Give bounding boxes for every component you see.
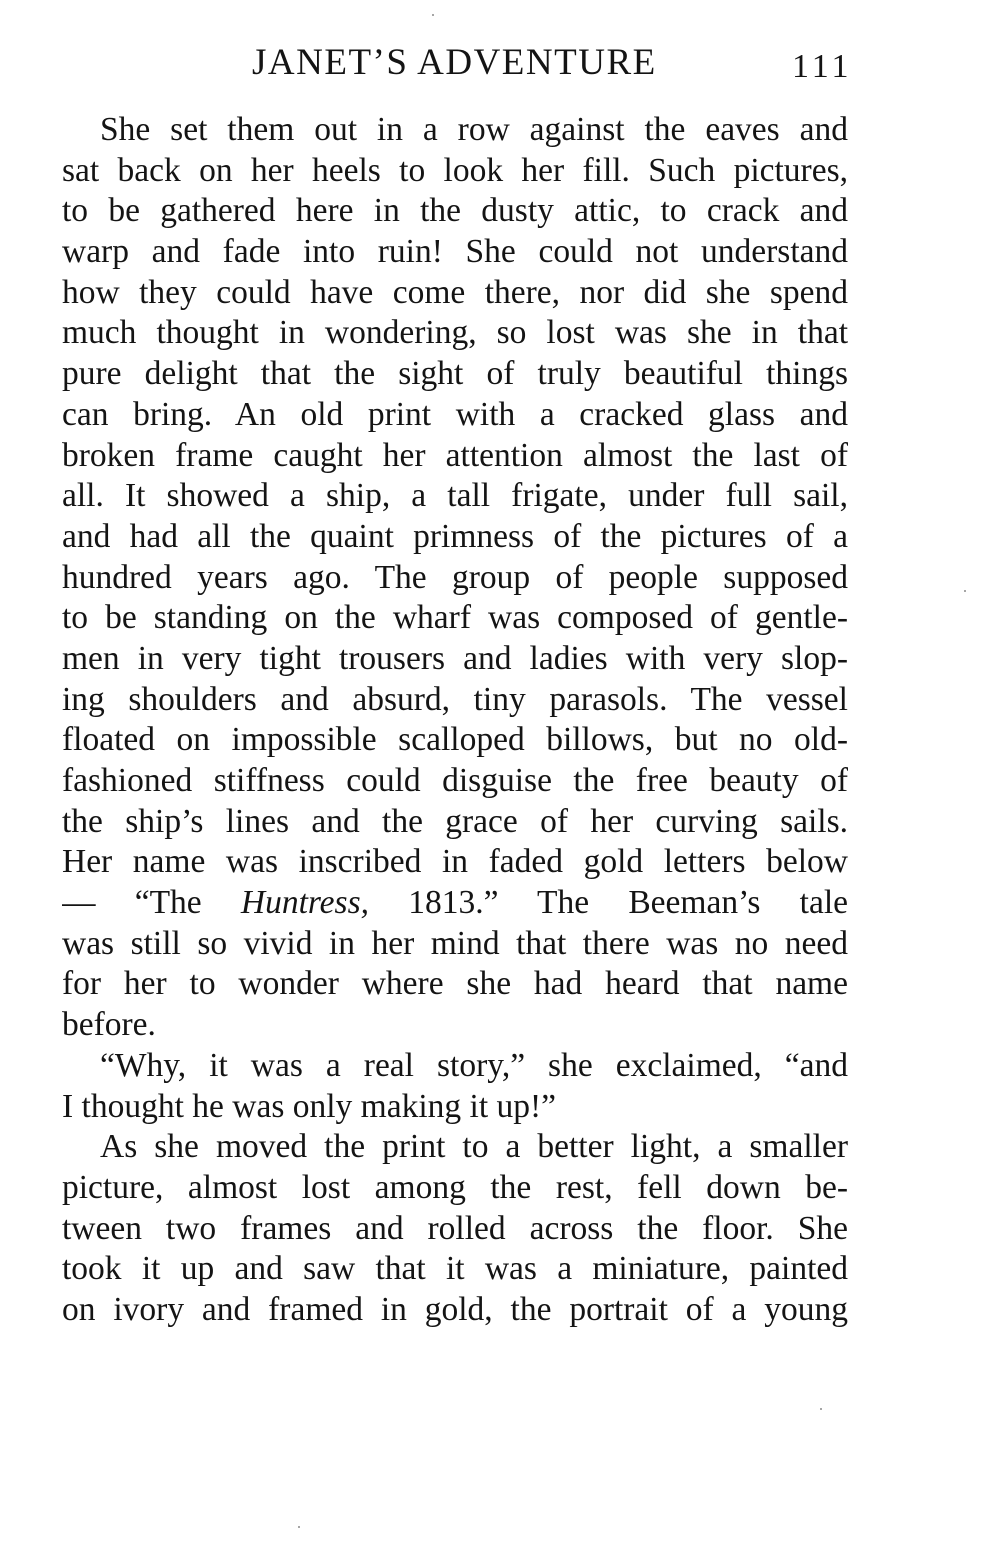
text-line bbox=[62, 883, 848, 924]
body-text bbox=[62, 110, 848, 1331]
text-line: Her name was inscribed in faded gold letters below bbox=[62, 843, 848, 881]
text-line: on ivory and framed in gold, the portrait of a young bbox=[62, 1290, 848, 1328]
text-line: hundred years ago. The group of people supposed bbox=[62, 558, 848, 596]
running-title: JANET’S ADVENTURE bbox=[252, 42, 657, 83]
text-line: and had all the quaint primness of the pictures of a bbox=[62, 517, 848, 555]
text-line: broken frame caught her attention almost the last of bbox=[62, 436, 848, 474]
text-line: before. bbox=[62, 1006, 156, 1044]
text-line: I thought he was only making it up!” bbox=[62, 1087, 557, 1125]
speck-mark bbox=[432, 14, 434, 16]
text-line: to be gathered here in the dusty attic, to crack and bbox=[62, 192, 848, 230]
text-line: floated on impossible scalloped billows, but no old- bbox=[62, 721, 848, 759]
text-line: the ship’s lines and the grace of her curving sails. bbox=[62, 802, 848, 840]
text-line: fashioned stiffness could disguise the free beauty of bbox=[62, 762, 848, 799]
speck-mark bbox=[964, 590, 966, 592]
page-number: 111 bbox=[792, 48, 853, 85]
italic-ship-name: Huntress, bbox=[240, 884, 369, 922]
running-head bbox=[0, 38, 988, 88]
text-line: sat back on her heels to look her fill. Such pictures, bbox=[62, 151, 848, 189]
text-line: can bring. An old print with a cracked glass and bbox=[62, 395, 848, 433]
text-line: men in very tight trousers and ladies with very slop- bbox=[62, 639, 848, 677]
text-line: pure delight that the sight of truly beautiful things bbox=[62, 355, 848, 393]
text-line: As she moved the print to a better light, a smaller bbox=[100, 1128, 848, 1166]
text-segment: 1813.” The Beeman’s tale bbox=[369, 884, 848, 922]
text-line: took it up and saw that it was a miniature, painted bbox=[62, 1250, 848, 1288]
text-line: ing shoulders and absurd, tiny parasols. The vessel bbox=[62, 680, 848, 718]
text-line: for her to wonder where she had heard that name bbox=[62, 965, 848, 1003]
speck-mark bbox=[820, 1408, 822, 1410]
text-line: picture, almost lost among the rest, fell down be- bbox=[62, 1168, 848, 1206]
text-line: how they could have come there, nor did she spend bbox=[62, 273, 848, 311]
speck-mark bbox=[298, 1526, 300, 1528]
text-line: much thought in wondering, so lost was she in that bbox=[62, 314, 848, 352]
text-line: to be standing on the wharf was composed of gentle- bbox=[62, 599, 848, 637]
text-line: She set them out in a row against the eaves and bbox=[100, 111, 848, 148]
text-line: warp and fade into ruin! She could not understand bbox=[62, 233, 848, 271]
text-line: all. It showed a ship, a tall frigate, under full sail, bbox=[62, 477, 848, 515]
text-segment: — “The bbox=[62, 884, 241, 922]
text-line: “Why, it was a real story,” she exclaimed, “and bbox=[100, 1046, 848, 1084]
text-line: tween two frames and rolled across the floor. She bbox=[62, 1209, 848, 1247]
text-line: was still so vivid in her mind that there was no need bbox=[62, 924, 848, 962]
